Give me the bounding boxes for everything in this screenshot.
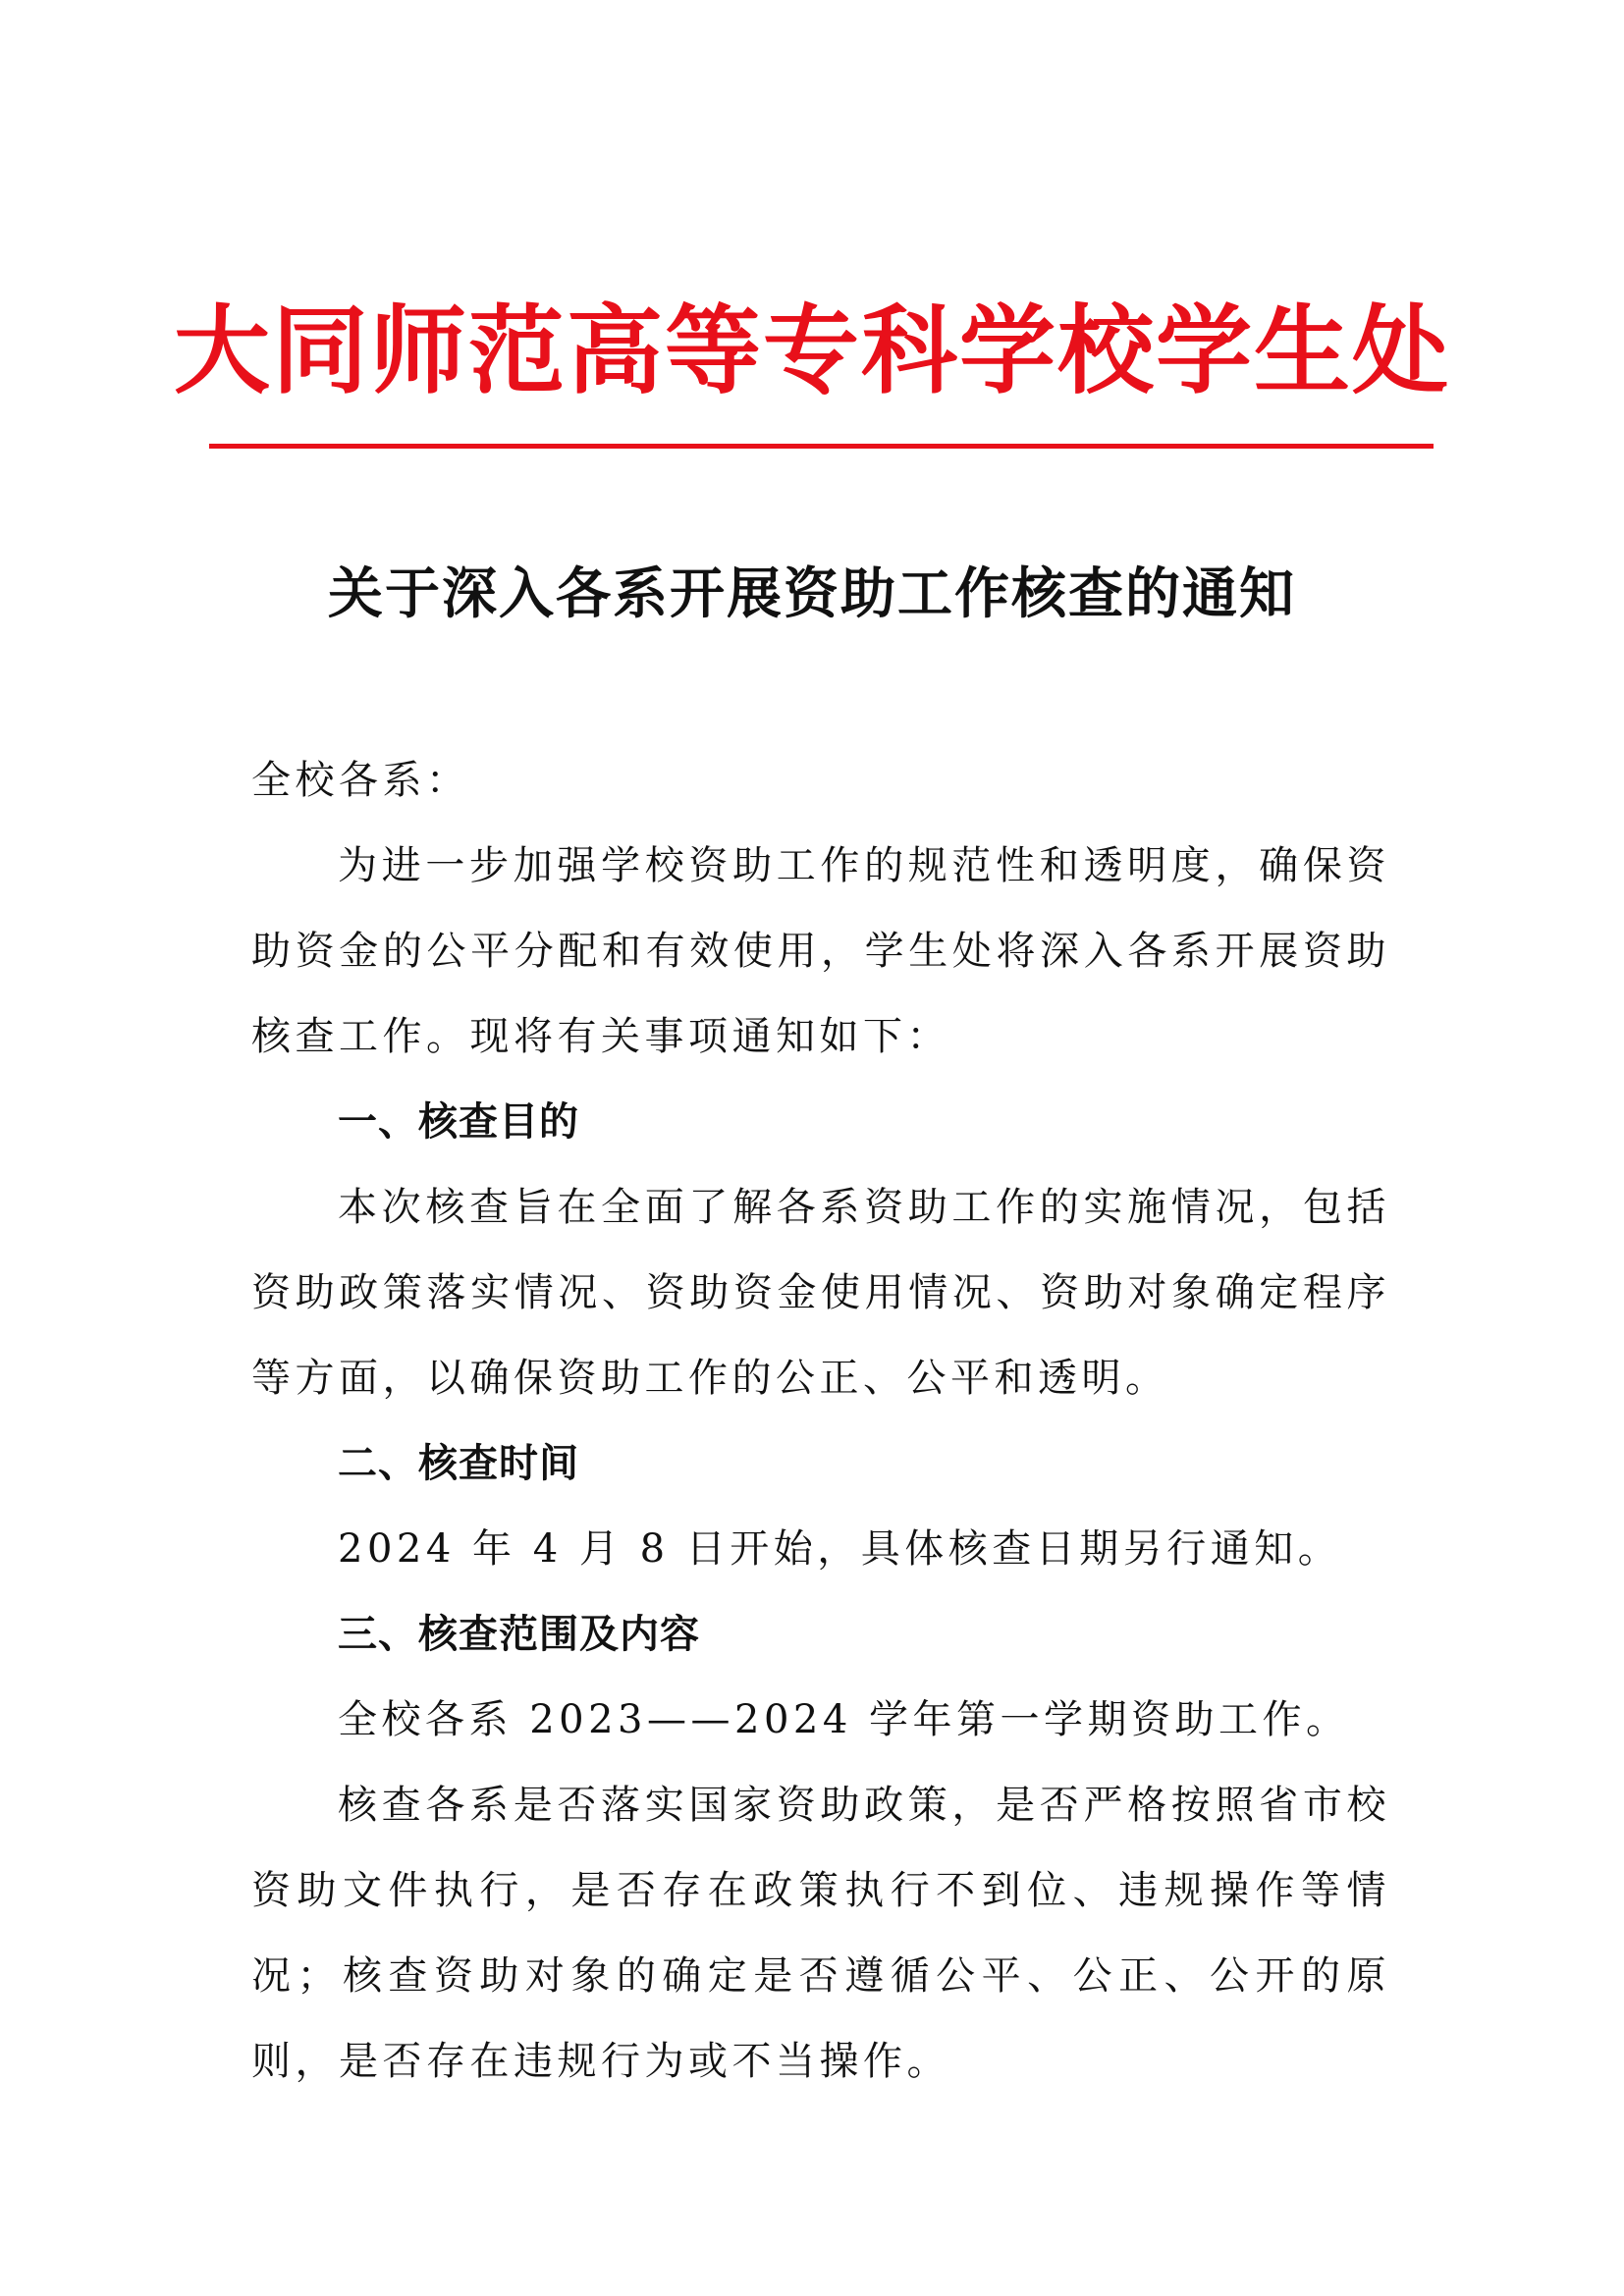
- section-purpose-paragraph: 本次核查旨在全面了解各系资助工作的实施情况，包括资助政策落实情况、资助资金使用情况、资助对象确定程序等方面，以确保资助工作的公正、公平和透明。: [251, 1185, 1390, 1401]
- section-scope-content-paragraph: 核查各系是否落实国家资助政策，是否严格按照省市校资助文件执行，是否存在政策执行不到位、违规操作等情况；核查资助对象的确定是否遵循公平、公正、公开的原则，是否存在违规行为或不当操作。: [251, 1783, 1390, 2084]
- letterhead-org-name: 大同师范高等专科学校学生处: [173, 295, 1450, 407]
- section-scope-paragraph: 全校各系 2023——2024 学年第一学期资助工作。: [338, 1697, 1350, 1742]
- section-heading-purpose: 一、核查目的: [338, 1099, 579, 1145]
- document-title: 关于深入各系开展资助工作核查的通知: [328, 562, 1296, 626]
- salutation: 全校各系：: [251, 758, 470, 803]
- section-heading-time: 二、核查时间: [338, 1441, 579, 1486]
- intro-paragraph: 为进一步加强学校资助工作的规范性和透明度，确保资助资金的公平分配和有效使用，学生处将深入各系开展资助核查工作。现将有关事项通知如下：: [251, 843, 1390, 1059]
- section-time-paragraph: 2024 年 4 月 8 日开始，具体核查日期另行通知。: [338, 1526, 1342, 1572]
- letterhead-red-rule: [209, 444, 1434, 449]
- section-heading-scope: 三、核查范围及内容: [338, 1612, 700, 1657]
- document-body: [251, 738, 1390, 2105]
